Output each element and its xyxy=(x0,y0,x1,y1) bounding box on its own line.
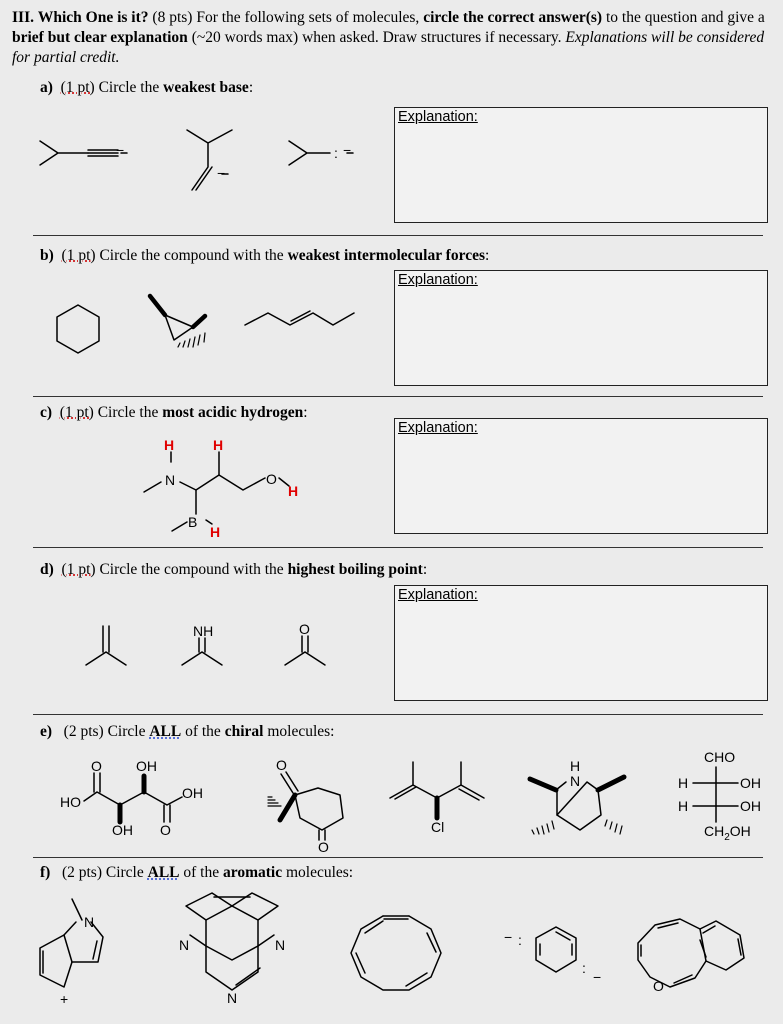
lone-pair-f4a: : xyxy=(518,932,522,948)
question-f-points: (2 pts) xyxy=(61,864,102,881)
question-f-all: ALL xyxy=(147,864,180,881)
charge-minus-a3: − xyxy=(343,142,352,158)
atom-oh-e5a: OH xyxy=(740,775,761,791)
question-c-pre: Circle the xyxy=(97,404,159,421)
instructions-note: Explanations will be considered for partial credit. xyxy=(12,29,765,66)
h-hydroxyl[interactable]: H xyxy=(288,483,299,499)
instructions-points: (8 pts) For the following sets of molecules, xyxy=(152,9,420,26)
molecule-f3-cyclododecaenyne[interactable] xyxy=(351,916,441,990)
charge-minus-a2: − xyxy=(217,165,226,181)
question-a-post: : xyxy=(248,79,254,96)
question-e-all: ALL xyxy=(149,723,182,740)
molecule-e2-cyclopentanedione[interactable] xyxy=(268,772,343,840)
question-d-points: (1 pt) xyxy=(61,561,96,578)
atom-n-f2c: N xyxy=(227,990,238,1006)
molecule-b2-dimethylcyclopropane[interactable] xyxy=(150,296,205,347)
atom-nh-d2: NH xyxy=(193,623,214,639)
atom-n-f1: N xyxy=(84,914,95,930)
question-f-post: molecules: xyxy=(285,864,354,881)
molecule-d3-acetone[interactable] xyxy=(285,636,325,665)
question-f-bold: aromatic xyxy=(222,864,283,881)
question-c-points: (1 pt) xyxy=(59,404,94,421)
question-c-letter: c) xyxy=(40,404,53,421)
charge-minus-f4b: − xyxy=(593,969,602,985)
atom-b-c: B xyxy=(188,514,198,530)
atom-cho-e5: CHO xyxy=(704,749,736,765)
question-d-pre: Circle the compound with the xyxy=(99,561,284,578)
lone-pair-f4b: : xyxy=(582,960,586,976)
explanation-label: Explanation: xyxy=(398,272,478,288)
question-e-letter: e) xyxy=(40,723,53,740)
molecule-e1-tartaric-acid[interactable] xyxy=(84,773,182,822)
question-b-post: : xyxy=(484,247,490,264)
atom-o-c: O xyxy=(266,471,277,487)
atom-o-e1a: O xyxy=(91,758,102,774)
atom-h-e5a: H xyxy=(678,775,689,791)
h-amine[interactable]: H xyxy=(164,437,175,453)
atom-n-f2a: N xyxy=(179,937,190,953)
h-borane[interactable]: H xyxy=(210,524,221,540)
atom-o-f5: O xyxy=(653,978,664,994)
atom-ch2oh-e5: $CH_2OH$ xyxy=(704,823,751,843)
molecule-f2-triazapyrene[interactable] xyxy=(186,893,278,990)
question-b-pre: Circle the compound with the xyxy=(99,247,284,264)
question-b-letter: b) xyxy=(40,247,54,264)
question-a-bold: weakest base xyxy=(163,79,249,96)
explanation-label: Explanation: xyxy=(398,587,478,603)
question-e-points: (2 pts) xyxy=(63,723,104,740)
explanation-label: Explanation: xyxy=(398,420,478,436)
question-e-mid: of the xyxy=(185,723,221,740)
section-title: Which One is it? xyxy=(37,9,149,26)
molecule-d2-imine[interactable] xyxy=(182,638,222,665)
atom-h-e4: H xyxy=(570,758,581,774)
atom-oh-e1c: OH xyxy=(112,822,133,838)
explanation-label: Explanation: xyxy=(398,109,478,125)
molecule-d1-isobutylene[interactable] xyxy=(86,626,126,665)
molecule-b3-hexene[interactable] xyxy=(245,311,354,325)
atom-n-f2b: N xyxy=(275,937,286,953)
charge-minus-a1: − xyxy=(116,142,125,158)
atom-cl-e3: Cl xyxy=(431,819,445,835)
atom-o-e2a: O xyxy=(276,757,287,773)
section-number: III. xyxy=(12,9,34,26)
question-d-bold: highest boiling point xyxy=(287,561,423,578)
molecule-e3-diene-chloride[interactable] xyxy=(390,762,484,818)
molecule-f5-oxacycle-fused-cyclopentadiene[interactable] xyxy=(638,919,744,987)
h-alkyl[interactable]: H xyxy=(213,437,224,453)
atom-ho-e1: HO xyxy=(60,794,81,810)
question-a-points: (1 pt) xyxy=(60,79,95,96)
question-f-mid: of the xyxy=(183,864,220,881)
atom-n-e4: N xyxy=(570,773,581,789)
molecule-f1-pyrrole-cation[interactable] xyxy=(40,899,103,987)
molecule-a2-vinyl-anion[interactable] xyxy=(187,130,232,190)
instructions-mid-2: (~20 words max) when asked. Draw structures if necessary. xyxy=(191,29,562,46)
atom-n-c: N xyxy=(165,472,176,488)
atom-o-d3: O xyxy=(299,621,310,637)
question-a-letter: a) xyxy=(40,79,53,96)
question-e-bold: chiral xyxy=(224,723,264,740)
instructions-bold-1: circle the correct answer(s) xyxy=(423,9,603,26)
atom-o-e2b: O xyxy=(318,839,329,855)
molecule-c-amino-borane[interactable] xyxy=(144,452,289,531)
question-d-letter: d) xyxy=(40,561,54,578)
question-e-post: molecules: xyxy=(267,723,335,740)
question-c-bold: most acidic hydrogen xyxy=(162,404,304,421)
lone-pair-a3: : xyxy=(334,145,338,161)
atom-oh-e5b: OH xyxy=(740,798,761,814)
charge-minus-f4a: − xyxy=(504,929,513,945)
charge-plus-f1: + xyxy=(60,991,69,1007)
atom-oh-e1b: OH xyxy=(182,785,203,801)
question-a-pre: Circle the xyxy=(98,79,160,96)
atom-o-e1b: O xyxy=(160,822,171,838)
atom-h-e5b: H xyxy=(678,798,689,814)
instructions-bold-2: brief but clear explanation xyxy=(12,29,188,46)
molecule-b1-cyclohexane[interactable] xyxy=(57,305,99,353)
question-f-letter: f) xyxy=(40,864,51,881)
question-b-bold: weakest intermolecular forces xyxy=(287,247,485,264)
atom-oh-e1a: OH xyxy=(136,758,157,774)
question-f-pre: Circle xyxy=(105,864,144,881)
question-d-post: : xyxy=(422,561,428,578)
question-c-post: : xyxy=(303,404,308,421)
molecule-f4-benzyne-dianion[interactable] xyxy=(536,927,576,972)
molecule-e5-fischer-projection[interactable] xyxy=(693,767,738,822)
question-e-pre: Circle xyxy=(107,723,146,740)
molecule-a1-isopropylacetylide[interactable] xyxy=(40,141,127,165)
question-b-points: (1 pt) xyxy=(61,247,96,264)
instructions-mid-1: to the question and give a xyxy=(605,9,765,26)
